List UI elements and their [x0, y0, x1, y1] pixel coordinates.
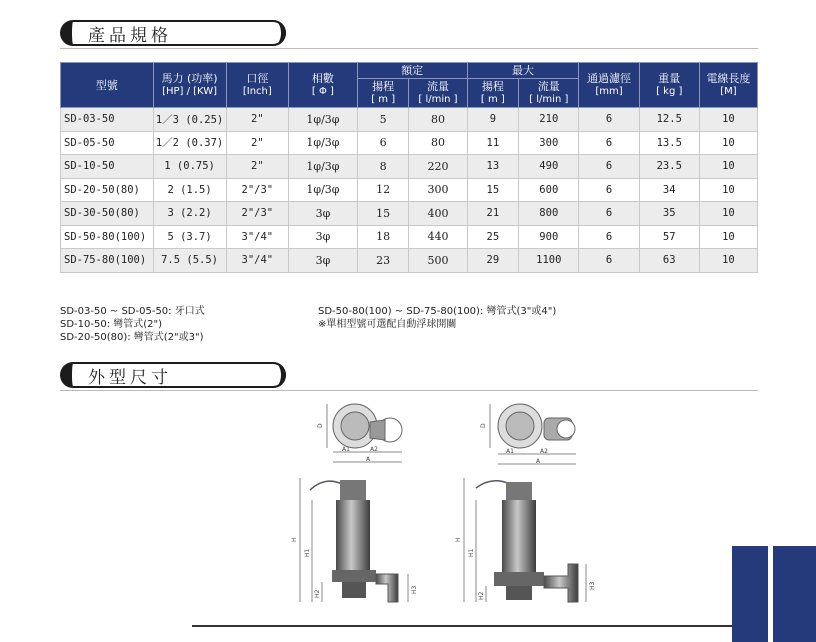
- dim-label: A: [536, 458, 541, 465]
- table-cell: 5: [357, 108, 409, 132]
- dim-label: D: [317, 423, 324, 428]
- dim-label: H2: [314, 589, 321, 598]
- table-cell: 35: [639, 202, 699, 226]
- table-cell: 3φ: [289, 249, 358, 273]
- table-cell: 500: [409, 249, 467, 273]
- table-cell: 1100: [519, 249, 579, 273]
- section-title-spec: 產品規格: [60, 20, 286, 46]
- table-cell: 5 (3.7): [153, 225, 226, 249]
- table-cell: 2"/3": [226, 202, 288, 226]
- notes-left: [60, 305, 205, 344]
- table-cell: 10: [699, 249, 757, 273]
- table-cell: 440: [409, 225, 467, 249]
- decorative-bar: [773, 546, 816, 642]
- dim-label: H3: [411, 585, 418, 594]
- pump-side-view-right: [455, 478, 596, 602]
- table-cell: 8: [357, 155, 409, 179]
- table-cell: 300: [519, 131, 579, 155]
- table-cell: 29: [467, 249, 519, 273]
- table-cell: 3"/4": [226, 225, 288, 249]
- section-title-dimensions: 外型尺寸: [60, 362, 286, 388]
- col-screen: 通過濾徑 [mm]: [579, 63, 639, 108]
- table-cell: 23: [357, 249, 409, 273]
- col-cable: 電線長度 [M]: [699, 63, 757, 108]
- pump-dimension-drawings: [280, 392, 620, 614]
- table-row: [61, 225, 758, 249]
- table-cell: 1／2 (0.37): [153, 131, 226, 155]
- col-power: 馬力 (功率) [HP] / [KW]: [153, 63, 226, 108]
- table-cell: 15: [467, 178, 519, 202]
- divider: [60, 390, 758, 391]
- table-cell: 18: [357, 225, 409, 249]
- table-cell: 13.5: [639, 131, 699, 155]
- table-cell: 220: [409, 155, 467, 179]
- table-cell: 1φ/3φ: [289, 108, 358, 132]
- cell-model: SD-50-80(100): [61, 225, 154, 249]
- table-row: [61, 178, 758, 202]
- table-cell: 6: [579, 131, 639, 155]
- table-cell: 210: [519, 108, 579, 132]
- cell-model: SD-30-50(80): [61, 202, 154, 226]
- cell-model: SD-10-50: [61, 155, 154, 179]
- decorative-bar: [732, 546, 768, 642]
- dim-label: A: [366, 456, 371, 463]
- col-rated-head: 揚程 [ m ]: [357, 79, 409, 108]
- table-cell: 2": [226, 131, 288, 155]
- table-cell: 2"/3": [226, 178, 288, 202]
- table-cell: 1 (0.75): [153, 155, 226, 179]
- col-bore: 口徑 [Inch]: [226, 63, 288, 108]
- table-cell: 63: [639, 249, 699, 273]
- table-cell: 600: [519, 178, 579, 202]
- table-cell: 10: [699, 155, 757, 179]
- table-cell: 6: [579, 178, 639, 202]
- pump-side-view-left: [291, 478, 418, 602]
- table-cell: 2": [226, 155, 288, 179]
- table-cell: 6: [579, 202, 639, 226]
- table-cell: 12: [357, 178, 409, 202]
- table-row: [61, 108, 758, 132]
- table-cell: 6: [579, 155, 639, 179]
- table-row: [61, 155, 758, 179]
- table-cell: 300: [409, 178, 467, 202]
- col-weight: 重量 [ kg ]: [639, 63, 699, 108]
- table-cell: 10: [699, 178, 757, 202]
- table-cell: 80: [409, 108, 467, 132]
- table-cell: 25: [467, 225, 519, 249]
- table-cell: 57: [639, 225, 699, 249]
- col-max: 最大: [467, 63, 579, 79]
- col-rated-flow: 流量 [ l/min ]: [409, 79, 467, 108]
- dim-label: A1: [506, 448, 514, 455]
- table-cell: 6: [579, 249, 639, 273]
- table-cell: 400: [409, 202, 467, 226]
- col-max-head: 揚程 [ m ]: [467, 79, 519, 108]
- spec-table: [60, 62, 758, 273]
- dim-label: A2: [370, 446, 378, 453]
- divider: [60, 48, 758, 49]
- table-cell: 80: [409, 131, 467, 155]
- notes-right: [318, 305, 556, 331]
- table-row: [61, 249, 758, 273]
- table-cell: 10: [699, 108, 757, 132]
- table-cell: 1φ/3φ: [289, 178, 358, 202]
- dim-label: D: [480, 423, 487, 428]
- table-cell: 1φ/3φ: [289, 131, 358, 155]
- table-row: [61, 202, 758, 226]
- dim-label: H2: [478, 591, 485, 600]
- table-cell: 10: [699, 131, 757, 155]
- table-row: [61, 131, 758, 155]
- cell-model: SD-03-50: [61, 108, 154, 132]
- table-cell: 3φ: [289, 225, 358, 249]
- table-cell: 3 (2.2): [153, 202, 226, 226]
- table-cell: 13: [467, 155, 519, 179]
- dim-label: H3: [589, 581, 596, 590]
- table-cell: 1／3 (0.25): [153, 108, 226, 132]
- table-cell: 2 (1.5): [153, 178, 226, 202]
- dim-label: H1: [468, 548, 475, 557]
- footer-line: [192, 625, 732, 627]
- note: SD-50-80(100) ~ SD-75-80(100): 彎管式(3"或4"): [318, 306, 557, 317]
- table-cell: 490: [519, 155, 579, 179]
- cell-model: SD-05-50: [61, 131, 154, 155]
- table-cell: 11: [467, 131, 519, 155]
- table-cell: 10: [699, 202, 757, 226]
- note: ※單相型號可選配自動浮球開關: [318, 319, 457, 330]
- table-cell: 900: [519, 225, 579, 249]
- col-max-flow: 流量 [ l/min ]: [519, 79, 579, 108]
- col-rated: 額定: [357, 63, 467, 79]
- table-cell: 12.5: [639, 108, 699, 132]
- table-cell: 800: [519, 202, 579, 226]
- table-cell: 6: [357, 131, 409, 155]
- table-cell: 21: [467, 202, 519, 226]
- table-cell: 9: [467, 108, 519, 132]
- table-cell: 7.5 (5.5): [153, 249, 226, 273]
- table-cell: 6: [579, 108, 639, 132]
- note: SD-10-50: 彎管式(2"): [60, 319, 163, 330]
- table-cell: 3"/4": [226, 249, 288, 273]
- col-phase: 相數 [ Φ ]: [289, 63, 358, 108]
- pump-top-view-left: [317, 404, 402, 463]
- table-cell: 34: [639, 178, 699, 202]
- table-header-row: [61, 63, 758, 79]
- col-model: 型號: [61, 63, 154, 108]
- table-cell: 23.5: [639, 155, 699, 179]
- table-cell: 15: [357, 202, 409, 226]
- pump-top-view-right: [480, 404, 576, 465]
- dim-label: H1: [304, 548, 311, 557]
- dim-label: H: [291, 537, 298, 542]
- note: SD-03-50 ~ SD-05-50: 牙口式: [60, 306, 205, 317]
- table-cell: 2": [226, 108, 288, 132]
- table-cell: 6: [579, 225, 639, 249]
- table-cell: 3φ: [289, 202, 358, 226]
- table-cell: 10: [699, 225, 757, 249]
- cell-model: SD-75-80(100): [61, 249, 154, 273]
- cell-model: SD-20-50(80): [61, 178, 154, 202]
- note: SD-20-50(80): 彎管式(2"或3"): [60, 332, 204, 343]
- table-cell: 1φ/3φ: [289, 155, 358, 179]
- dim-label: A1: [342, 446, 350, 453]
- dim-label: A2: [540, 448, 548, 455]
- dim-label: H: [455, 537, 462, 542]
